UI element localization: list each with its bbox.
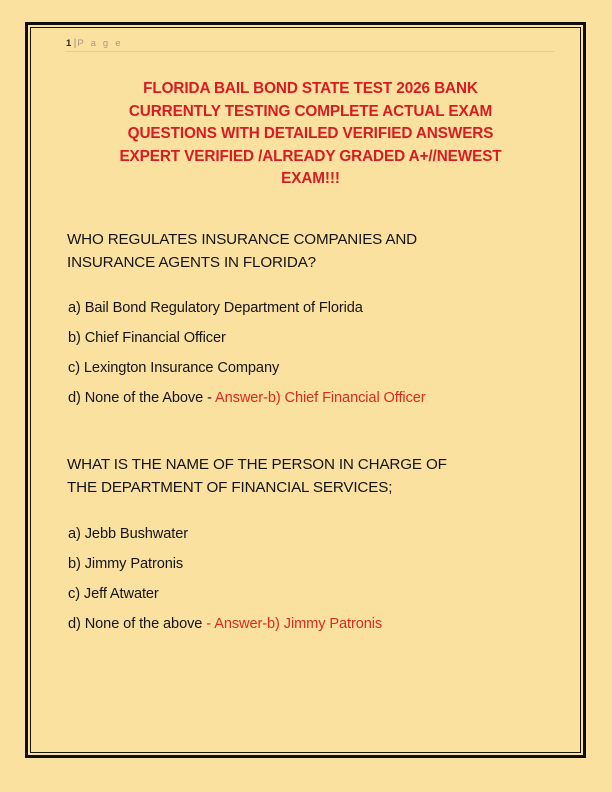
option-d[interactable] [68,388,555,409]
option-b[interactable]: b) Jimmy Patronis [68,555,184,572]
question-1-line-1: WHO REGULATES INSURANCE COMPANIES AND [67,230,417,248]
title-line-4: EXPERT VERIFIED /ALREADY GRADED A+//NEWEST [119,147,502,165]
question-1-prompt [67,228,555,274]
title-line-2: CURRENTLY TESTING COMPLETE ACTUAL EXAM [128,102,493,120]
question-2-line-1: WHAT IS THE NAME OF THE PERSON IN CHARGE OF [67,455,447,473]
option-b[interactable]: b) Chief Financial Officer [68,329,226,346]
header-page-number: 1 [66,38,72,49]
option-d-label: d) None of the Above [68,389,208,406]
title-line-5: EXAM!!! [281,170,340,187]
option-a[interactable]: a) Bail Bond Regulatory Department of Florida [68,299,363,316]
question-1-line-2: INSURANCE AGENTS IN FLORIDA? [67,253,316,271]
option-d-label: d) None of the above [68,615,207,632]
question-2-options [66,524,555,635]
question-2-line-2: THE DEPARTMENT OF FINANCIAL SERVICES; [67,478,393,496]
option-d-separator: - [206,615,215,632]
question-1-options [66,298,555,409]
document-title [68,78,553,191]
title-line-1: FLORIDA BAIL BOND STATE TEST 2026 BANK [143,80,478,97]
question-1-answer: Answer-b) Chief Financial Officer [215,389,426,406]
document-page [28,25,583,755]
title-line-3: QUESTIONS WITH DETAILED VERIFIED ANSWERS [127,125,494,142]
header-page-label: P a g e [77,38,123,49]
header-separator: | [73,38,77,49]
question-2-answer: Answer-b) Jimmy Patronis [214,615,383,632]
option-a[interactable]: a) Jebb Bushwater [68,525,188,542]
option-d-separator: - [207,389,215,406]
question-block-1 [66,228,555,409]
running-header [66,33,555,52]
option-d[interactable] [68,614,555,635]
question-2-prompt [67,453,555,499]
page-border-frame [25,22,586,758]
option-c[interactable]: c) Lexington Insurance Company [68,359,280,376]
option-c[interactable]: c) Jeff Atwater [68,585,159,602]
question-block-2 [66,453,555,635]
